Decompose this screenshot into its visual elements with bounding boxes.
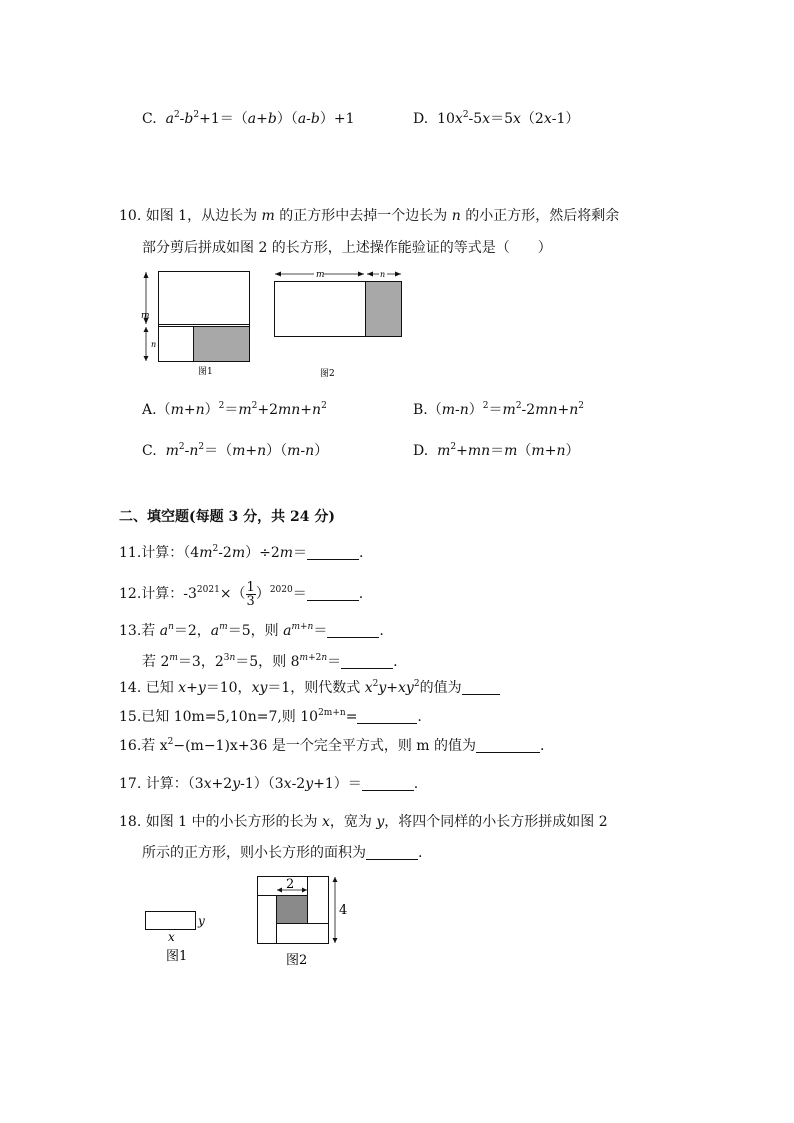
q10-option-a: $A.(m+n)^2=m^2+2mn+n^2$ <box>142 401 327 418</box>
q12: 12.计算：$-3^{2021}\times$（ $\frac{1}{3}$ ）$^{2020}$＝ . <box>119 579 364 609</box>
label-n: n <box>151 340 157 349</box>
fraction: $\frac{1}{3}$ <box>246 579 255 609</box>
q9-option-d: D. $10x^2-5x=5x(2x-1)$ <box>413 110 580 127</box>
q16: 16.若 $x^2-(m-1)x+36$ 是一个完全平方式，则 m 的值为 . <box>119 737 545 754</box>
shaded-square <box>277 896 308 924</box>
fig1-caption: 图1 <box>198 367 213 377</box>
q18-figure-1 <box>138 905 218 965</box>
q18-line2: 所示的正方形，则小长方形的面积为 . <box>142 845 423 861</box>
answer-blank <box>327 623 379 638</box>
q9-option-c: C. $a^2-b^2+1=(a+b)(a-b)+1$ <box>142 110 355 127</box>
label-m: m <box>141 311 150 321</box>
q10-stem-line1: 10. 如图 1，从边长为 m 的正方形中去掉一个边长为 n 的小正方形，然后将剩余 <box>119 208 620 224</box>
q10-figure-1 <box>138 266 258 382</box>
q10-option-b: $B.(m-n)^2=m^2-2mn+n^2$ <box>413 401 584 418</box>
q18-line1: 18. 如图 1 中的小长方形的长为 x，宽为 y，将四个同样的小长方形拼成如图 2 <box>119 814 608 830</box>
label-4: 4 <box>339 903 348 918</box>
q18-figure-2 <box>250 870 360 970</box>
q15: 15.已知 10m=5,10n=7,则 $10^{2m+n}=$ . <box>119 708 422 725</box>
fig2-caption: 图2 <box>286 953 308 968</box>
label-x: x <box>168 930 175 944</box>
q11: 11.计算：$(4m^2-2m)\div 2m=$ . <box>119 544 364 561</box>
shaded-rect <box>366 282 402 337</box>
q10-stem-line2: 部分剪后拼成如图 2 的长方形，上述操作能验证的等式是（ ） <box>142 240 552 256</box>
section-2-title: 二、填空题(每题 3 分，共 24 分) <box>119 509 335 525</box>
answer-blank <box>362 776 414 791</box>
q13-line1: 13.若 $a^n=2$，$a^m=5$，则 $a^{m+n}=$ . <box>119 622 384 639</box>
q10-option-c: C. $m^2-n^2=(m+n)(m-n)$ <box>142 442 329 459</box>
answer-blank <box>366 845 418 860</box>
label-m: m <box>316 270 325 280</box>
q17: 17. 计算：（3x+2y-1）（3x-2y+1）＝ . <box>119 776 419 792</box>
q10-option-d: D. $m^2+mn=m(m+n)$ <box>413 442 580 459</box>
label-2: 2 <box>286 877 295 892</box>
q13-line2: 若 $2^m=3$，$2^{3n}=5$，则 $8^{m+2n}=$ . <box>142 653 398 670</box>
answer-blank <box>307 586 359 601</box>
label-n: n <box>380 270 386 279</box>
small-rect <box>146 912 196 930</box>
shaded-rect <box>194 327 250 362</box>
answer-blank <box>341 654 393 669</box>
q14: 14. 已知 x+y＝10，xy＝1，则代数式 $x^2y+xy^2$的值为 <box>119 678 500 698</box>
label-y: y <box>198 914 205 928</box>
fig2-caption: 图2 <box>320 369 335 379</box>
q10-figure-2 <box>270 266 410 382</box>
answer-blank <box>357 709 417 724</box>
fig1-caption: 图1 <box>166 949 188 964</box>
answer-blank <box>307 545 359 560</box>
answer-blank <box>476 738 540 753</box>
answer-blank <box>462 680 500 695</box>
